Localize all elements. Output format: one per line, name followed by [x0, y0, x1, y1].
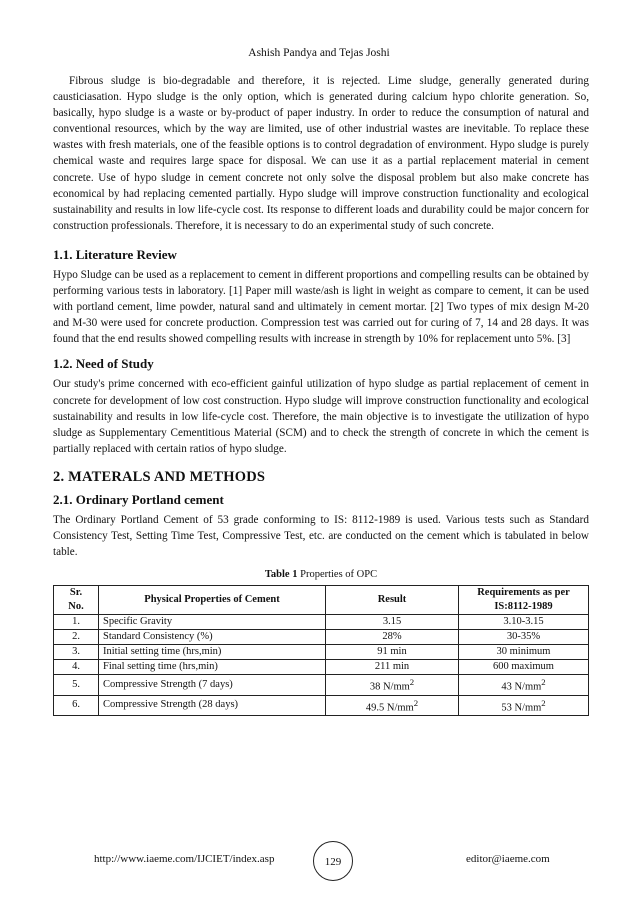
header-result: Result: [326, 586, 459, 615]
cell-sr: 1.: [54, 615, 99, 630]
table-caption-text: Properties of OPC: [300, 569, 378, 581]
cell-requirement: 30-35%: [459, 630, 589, 645]
cell-requirement: 3.10-3.15: [459, 615, 589, 630]
superscript: 2: [409, 677, 415, 688]
header-sr-no: [54, 586, 99, 615]
section-heading-literature-review: 1.1. Literature Review: [53, 246, 177, 262]
footer-email-link[interactable]: editor@iaeme.com: [466, 853, 550, 865]
cell-sr: 4.: [54, 660, 99, 675]
superscript: 2: [541, 677, 546, 688]
superscript: 2: [541, 697, 546, 708]
header-sr-line2: No.: [68, 601, 84, 613]
cell-result: 28%: [326, 630, 459, 645]
result-value: 49.5 N/mm: [365, 702, 414, 714]
table-caption: [53, 569, 589, 580]
table-caption-label: Table 1: [264, 569, 298, 581]
cell-property: Compressive Strength (28 days): [99, 695, 326, 716]
portland-cement-paragraph: The Ordinary Portland Cement of 53 grade conforming to IS: 8112-1989 is used. Various tests such as Standard Consistency Test, Setting Time Test, Compressive Test, etc. are conducted on the cement which is tabulated in below table.: [53, 513, 589, 559]
footer-url-link[interactable]: http://www.iaeme.com/IJCIET/index.asp: [94, 853, 275, 865]
cell-property: Initial setting time (hrs,min): [99, 645, 326, 660]
table-row: [54, 615, 589, 630]
table-header-row: [54, 586, 589, 615]
section-heading-materials-methods: 2. MATERALS AND METHODS: [53, 468, 266, 485]
requirement-value: 53 N/mm: [501, 702, 542, 714]
cell-sr: 3.: [54, 645, 99, 660]
header-sr-line1: Sr.: [69, 587, 83, 599]
result-value: 38 N/mm: [369, 681, 410, 693]
table-row: [54, 675, 589, 696]
cell-sr: 6.: [54, 695, 99, 716]
cell-requirement: 30 minimum: [459, 645, 589, 660]
cell-property: Specific Gravity: [99, 615, 326, 630]
cell-result: [326, 675, 459, 696]
cell-sr: 2.: [54, 630, 99, 645]
cell-result: [326, 695, 459, 716]
section-heading-portland-cement: 2.1. Ordinary Portland cement: [53, 491, 224, 507]
cell-result: 3.15: [326, 615, 459, 630]
cell-requirement: 600 maximum: [459, 660, 589, 675]
section-heading-need-of-study: 1.2. Need of Study: [53, 356, 154, 372]
table-row: [54, 695, 589, 716]
header-requirement: [459, 586, 589, 615]
running-header: Ashish Pandya and Tejas Joshi: [248, 47, 390, 59]
header-property: Physical Properties of Cement: [99, 586, 326, 615]
header-req-line1: Requirements as per: [477, 587, 570, 599]
cell-property: Compressive Strength (7 days): [99, 675, 326, 696]
requirement-value: 43 N/mm: [501, 681, 542, 693]
need-of-study-paragraph: Our study's prime concerned with eco-efficient gainful utilization of hypo sludge as partial replacement of cement in concrete for development of low cost construction. Hypo sludge will improve construction functionality and ecological sustainability and results in low life-cycle cost. Therefore, the main objective is to investigate the utilization of hypo sludge as Supplementary Cementitious Material (SCM) and to check the strength of concrete in which the cement is partially replaced with certain ratios of hypo sludge.: [53, 378, 589, 455]
cell-requirement: [459, 675, 589, 696]
cell-result: 211 min: [326, 660, 459, 675]
properties-table: [53, 585, 589, 716]
cell-sr: 5.: [54, 675, 99, 696]
main-content: [53, 73, 589, 716]
table-row: [54, 645, 589, 660]
table-row: [54, 630, 589, 645]
cell-requirement: [459, 695, 589, 716]
superscript: 2: [413, 697, 419, 708]
literature-review-paragraph: Hypo Sludge can be used as a replacement to cement in different proportions and compelling results can be obtained by performing various tests in laboratory. [1] Paper mill waste/ash is light in weight as compare to cement, it can be used with portland cement, lime powder, natural sand and ultimately in cement mortar. [2] Two types of mix design M-20 and M-30 were used for concrete production. Compression test was carried out for curing of 7, 14 and 28 days. It was found that the end results showed compelling results with increase in strength by 10% for replacement unto 5%. [3]: [53, 268, 589, 346]
cell-result: 91 min: [326, 645, 459, 660]
intro-paragraph: Fibrous sludge is bio-degradable and therefore, it is rejected. Lime sludge, generally generated during causticiasation. Hypo sludge is the only option, which is generated during calcium hypo chlorite generation. So, basically, hypo sludge is a waste or by-product of paper industry. In order to reduce the consumption of natural and conventional resources, which by the way are limited, use of other industrial wastes are inevitable. To replace these wastes with fresh materials, one of the feasible options is to control degradation of environment. Hypo sludge is purely chemical waste and requires large space for disposal. We can use it as a partial replacement material in cement concrete. Use of hypo sludge in cement concrete not only solve the disposal problem but also make concrete has economical by had replacing cemented partially. Hypo sludge will improve construction functionality and ecological sustainability and results in low life-cycle cost. Its response to different loads and durability could be major concern for construction professionals. Therefore, it is necessary to do an experimental study of such concrete.: [53, 75, 589, 232]
page-number: 129: [313, 841, 353, 881]
cell-property: Standard Consistency (%): [99, 630, 326, 645]
cell-property: Final setting time (hrs,min): [99, 660, 326, 675]
header-req-line2: IS:8112-1989: [494, 601, 553, 613]
table-row: [54, 660, 589, 675]
